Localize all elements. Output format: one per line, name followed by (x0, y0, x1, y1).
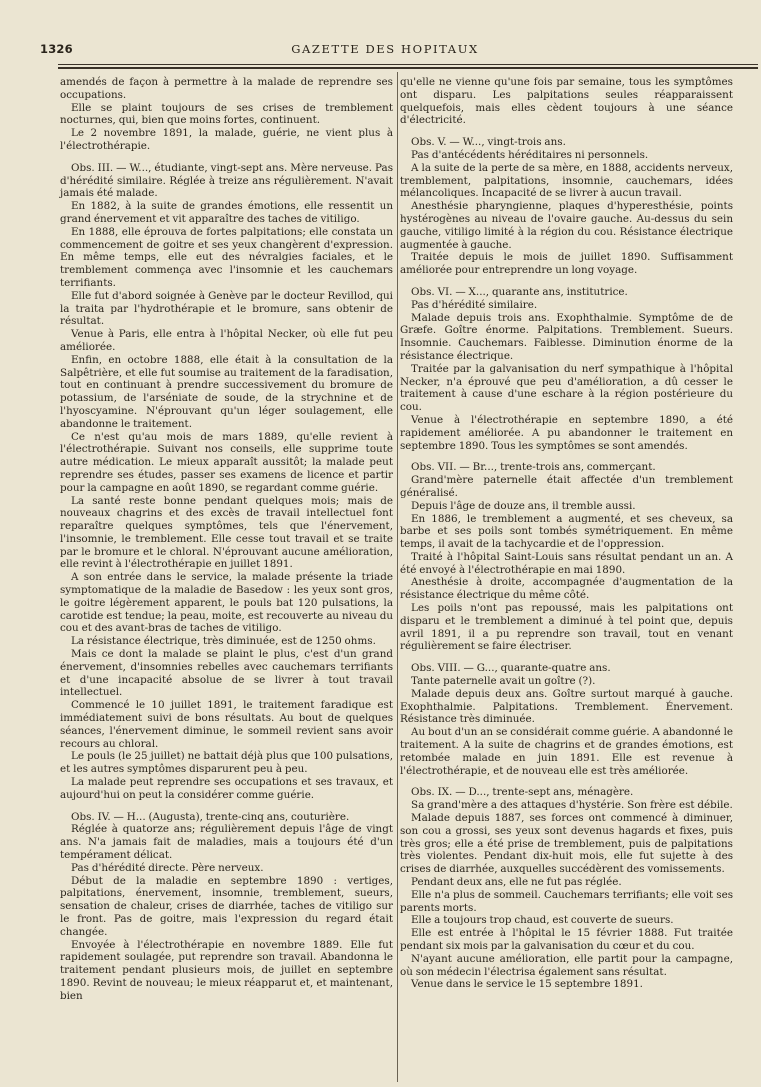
right-column (400, 76, 733, 991)
paragraph: N'ayant aucune amélioration, elle partit pour la campagne, où son médecin l'électrisa également sans résultat. (400, 952, 733, 978)
paragraph: Le pouls (le 25 juillet) ne battait déjà plus que 100 pulsations, et les autres symptômes disparurent peu à peu. (60, 750, 393, 776)
paragraph: Mais ce dont la malade se plaint le plus, c'est d'un grand énervement, d'insomnies rebelles avec cauchemars terrifiants et d'une incapacité absolue de se livrer à tout travail intellectuel. (60, 648, 393, 699)
paragraph: Commencé le 10 juillet 1891, le traitement faradique est immédiatement suivi de bons résultats. Au bout de quelques séances, l'énervement diminue, le sommeil revient sans avoir recours au chloral. (60, 699, 393, 750)
header-rule-thick (58, 67, 758, 69)
paragraph: Malade depuis deux ans. Goître surtout marqué à gauche. Exophthalmie. Palpitations. Tremblement. Énervement. Résistance très diminuée. (400, 687, 733, 726)
column-divider (397, 72, 398, 1082)
paragraph: Tante paternelle avait un goître (?). (411, 675, 596, 688)
paragraph: Pendant deux ans, elle ne fut pas réglée. (411, 876, 622, 889)
paragraph: Venue à Paris, elle entra à l'hôpital Necker, où elle fut peu améliorée. (60, 328, 393, 353)
paragraph: Pas d'antécédents héréditaires ni personnels. (411, 148, 649, 161)
paragraph: qu'elle ne vienne qu'une fois par semaine, tous les symptômes ont disparu. Les palpitations seules réapparaissent quelquefois, mais elles cèdent toujours à une séance d'électricité. (400, 76, 733, 127)
paragraph: Anesthésie pharyngienne, plaques d'hyperesthésie, points hystérogènes au niveau de l'ovaire gauche. Au-dessus du sein gauche, vitiligo limité à la région du cou. Résistance électrique augmentée à gauche. (400, 200, 733, 251)
paragraph: Traité à l'hôpital Saint-Louis sans résultat pendant un an. A été envoyé à l'électrothérapie en mai 1890. (400, 550, 733, 576)
paragraph: La résistance électrique, très diminuée, est de 1250 ohms. (71, 635, 376, 648)
paragraph: A la suite de la perte de sa mère, en 1888, accidents nerveux, tremblement, palpitations, insomnie, cauchemars, idées mélancoliques. Incapacité de se livrer à aucun travail. (400, 161, 733, 200)
paragraph: Anesthésie à droite, accompagnée d'augmentation de la résistance électrique du même côté. (400, 576, 733, 602)
paragraph: Elle n'a plus de sommeil. Cauchemars terrifiants; elle voit ses parents morts. (400, 888, 733, 914)
observation-heading: Obs. V. — W..., vingt-trois ans. (411, 136, 566, 149)
paragraph: Enfin, en octobre 1888, elle était à la consultation de la Salpêtrière, et elle fut soumise au traitement de la faradisation, tout en continuant à prendre successivement du bromure de potassium, de l'arséniate de soude, de la strychnine et de l'hyoscyamine. N'éprouvant qu'un léger soulagement, elle abandonne le traitement. (60, 353, 393, 430)
paragraph: Malade depuis 1887, ses forces ont commencé à diminuer, son cou a grossi, ses yeux sont devenus hagards et fixes, puis très gros; elle a été prise de tremblement, puis de palpitations très violentes. Pendant dix-huit mois, elle fut sujette à des crises de diarrhée, auxquelles succédèrent des vomissements. (400, 812, 733, 876)
paragraph: En 1888, elle éprouva de fortes palpitations; elle constata un commencement de goitre et ses yeux changèrent d'expression. En même temps, elle eut des névralgies faciales, et le tremblement commença avec l'insomnie et les cauchemars terrifiants. (60, 225, 393, 289)
paragraph: En 1886, le tremblement a augmenté, et ses cheveux, sa barbe et ses poils sont tombés symétriquement. En même temps, il avait de la tachycardie et de l'oppression. (400, 512, 733, 551)
header-rule (58, 64, 758, 65)
paragraph: En 1882, à la suite de grandes émotions, elle ressentit un grand énervement et vit apparaître des taches de vitiligo. (60, 200, 393, 225)
paragraph: Elle fut d'abord soignée à Genève par le docteur Revillod, qui la traita par l'hydrothérapie et le bromure, sans obtenir de résultat. (60, 289, 393, 328)
observation-heading: Obs. VIII. — G..., quarante-quatre ans. (411, 662, 611, 675)
observation-heading: Obs. VII. — Br..., trente-trois ans, commerçant. (411, 461, 656, 474)
paragraph: La malade peut reprendre ses occupations et ses travaux, et aujourd'hui on peut la considérer comme guérie. (60, 776, 393, 801)
paragraph: Envoyée à l'électrothérapie en novembre 1889. Elle fut rapidement soulagée, put reprendre son travail. Abandonna le traitement pendant plusieurs mois, de juillet en septembre 1890. Revint de nouveau; le mieux réapparut et, et maintenant, bien (60, 938, 393, 1002)
paragraph: Venue à l'électrothérapie en septembre 1890, a été rapidement améliorée. A pu abandonner le traitement en septembre 1890. Tous les symptômes se sont amendés. (400, 413, 733, 452)
paragraph: Venue dans le service le 15 septembre 1891. (411, 978, 643, 991)
paragraph: Elle a toujours trop chaud, est couverte de sueurs. (411, 914, 674, 927)
paragraph: Elle est entrée à l'hôpital le 15 février 1888. Fut traitée pendant six mois par la galvanisation du cœur et du cou. (400, 927, 733, 952)
observation-heading: Obs. IX. — D..., trente-sept ans, ménagère. (411, 786, 634, 799)
observation-heading: Obs. VI. — X..., quarante ans, institutrice. (411, 285, 628, 298)
paragraph: A son entrée dans le service, la malade présente la triade symptomatique de la maladie de Basedow : les yeux sont gros, le goitre légèrement apparent, le pouls bat 120 pulsations, la carotide est tendue; la peau, moite, est recouverte au niveau du cou et des avant-bras de taches de vitiligo. (60, 571, 393, 635)
paragraph: Traitée par la galvanisation du nerf sympathique à l'hôpital Necker, n'a éprouvé que peu d'amélioration, a dû cesser le traitement à cause d'une eschare à la région postérieure du cou. (400, 362, 733, 414)
paragraph: Au bout d'un an se considérait comme guérie. A abandonné le traitement. A la suite de chagrins et de grandes émotions, est retombée malade en juin 1891. Elle est revenue à l'électrothérapie, et de nouveau elle est très améliorée. (400, 726, 733, 777)
paragraph: Depuis l'âge de douze ans, il tremble aussi. (411, 499, 636, 512)
journal-title: GAZETTE DES HOPITAUX (291, 42, 479, 56)
paragraph: Malade depuis trois ans. Exophthalmie. Symptôme de de Græfe. Goître énorme. Palpitations. Tremblement. Sueurs. Insomnie. Cauchemars. Faiblesse. Diminution énorme de la résistance électrique. (400, 311, 733, 362)
paragraph: La santé reste bonne pendant quelques mois; mais de nouveaux chagrins et des excès de travail intellectuel font reparaître quelques symptômes, tels que l'énervement, l'insomnie, le tremblement. Elle cesse tout travail et se traite par le bromure et le chloral. N'éprouvant aucune amélioration, elle revint à l'électrothérapie en juillet 1891. (60, 494, 393, 571)
paragraph: Sa grand'mère a des attaques d'hystérie. Son frère est débile. (411, 799, 733, 812)
paragraph: Le 2 novembre 1891, la malade, guérie, ne vient plus à l'électrothérapie. (60, 127, 393, 152)
paragraph: Grand'mère paternelle était affectée d'un tremblement généralisé. (400, 474, 733, 499)
paragraph: Traitée depuis le mois de juillet 1890. Suffisamment améliorée pour entreprendre un long voyage. (400, 251, 733, 277)
left-column (60, 76, 393, 1003)
paragraph: Elle se plaint toujours de ses crises de tremblement nocturnes, qui, bien que moins fortes, continuent. (60, 101, 393, 127)
paragraph: Pas d'hérédité directe. Père nerveux. (71, 861, 264, 874)
paragraph: Réglée à quatorze ans; régulièrement depuis l'âge de vingt ans. N'a jamais fait de maladies, mais a toujours été d'un tempérament délicat. (60, 823, 393, 862)
page-header (40, 42, 730, 58)
paragraph: Ce n'est qu'au mois de mars 1889, qu'elle revient à l'électrothérapie. Suivant nos conseils, elle supprime toute autre médication. Le mieux apparaît aussitôt; la malade peut reprendre ses études, passer ses examens de licence et partir pour la campagne en août 1890, se regardant comme guérie. (60, 430, 393, 494)
paragraph: Pas d'hérédité similaire. (411, 298, 538, 311)
observation-heading: Obs. IV. — H... (Augusta), trente-cinq ans, couturière. (71, 810, 350, 823)
paragraph: Début de la maladie en septembre 1890 : vertiges, palpitations, énervement, insomnie, tremblement, sueurs, sensation de chaleur, crises de diarrhée, taches de vitiligo sur le front. Pas de goitre, mais l'expression du regard était changée. (60, 874, 393, 938)
page-number: 1326 (40, 42, 73, 56)
paragraph: amendés de façon à permettre à la malade de reprendre ses occupations. (60, 76, 393, 101)
paragraph: Les poils n'ont pas repoussé, mais les palpitations ont disparu et le tremblement a diminué à tel point que, depuis avril 1891, il a pu reprendre son travail, tout en venant régulièrement se faire électriser. (400, 602, 733, 653)
observation-heading: Obs. III. — W..., étudiante, vingt-sept ans. Mère nerveuse. Pas d'hérédité similaire. Réglée à treize ans régulièrement. N'avait jamais été malade. (60, 161, 393, 200)
